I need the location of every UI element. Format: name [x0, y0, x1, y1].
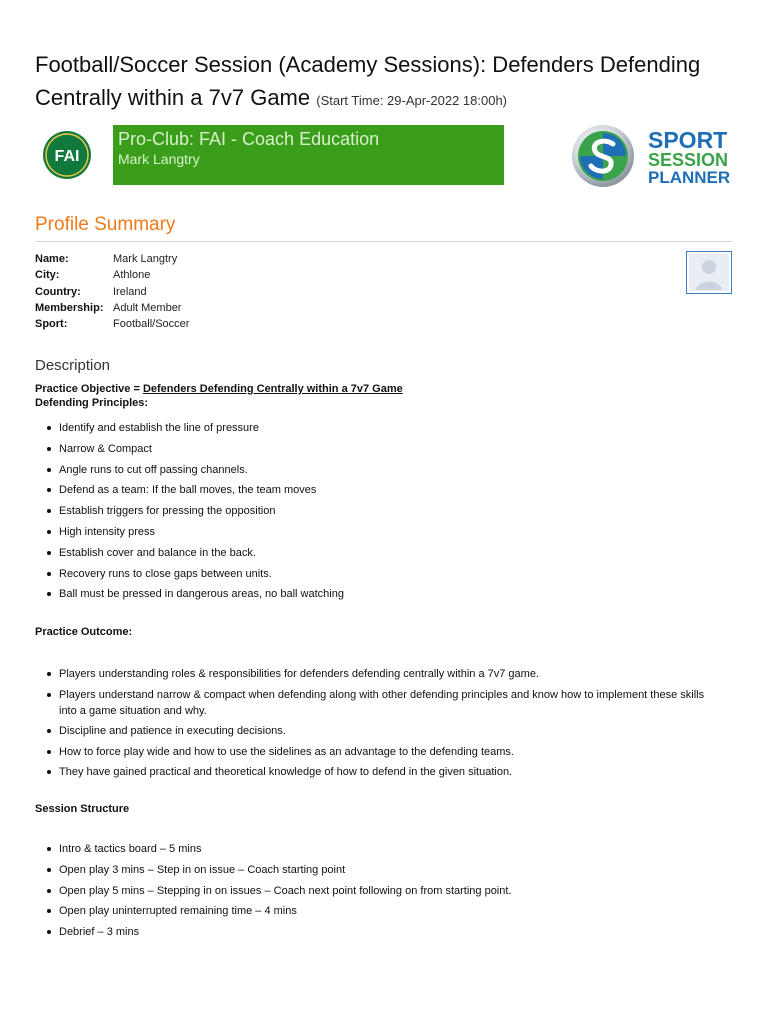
list-item: [35, 666, 715, 682]
list-item: [35, 524, 733, 540]
bullet-icon: [47, 930, 51, 934]
bullet-icon: [47, 672, 51, 676]
list-item-text: Intro & tactics board – 5 mins: [59, 843, 202, 855]
list-item-text: Open play 3 mins – Step in on issue – Coach starting point: [59, 863, 346, 876]
profile-label: City:: [35, 269, 60, 282]
profile-value: Mark Langtry: [113, 253, 178, 265]
list-item: [35, 841, 733, 857]
list-item: [35, 482, 733, 498]
profile-label: Sport:: [35, 318, 68, 331]
user-silhouette-icon: [687, 252, 731, 293]
bullet-icon: [47, 847, 51, 851]
list-item: [35, 566, 733, 582]
bullet-icon: [47, 868, 51, 872]
bullet-icon: [47, 468, 51, 472]
practice-outcome-list: [35, 666, 715, 780]
bullet-icon: [47, 729, 51, 733]
session-title: [35, 48, 733, 117]
profile-divider: [35, 241, 733, 242]
profile-row-country: [35, 284, 189, 300]
list-item-text: How to force play wide and how to use the sidelines as an advantage to the defending teams.: [59, 745, 514, 758]
list-item: [35, 764, 715, 780]
bullet-icon: [47, 488, 51, 492]
list-item: [35, 883, 733, 899]
list-item: [35, 687, 715, 719]
list-item: [35, 503, 733, 519]
club-name: Pro-Club: FAI - Coach Education: [118, 129, 380, 149]
club-header: [35, 124, 733, 188]
list-item: [35, 924, 733, 940]
club-coach-name: Mark Langtry: [118, 151, 200, 167]
bullet-icon: [47, 750, 51, 754]
list-item: [35, 903, 733, 919]
profile-value: Adult Member: [113, 301, 182, 314]
defending-principles-heading: Defending Principles:: [35, 397, 149, 409]
profile-row-name: [35, 251, 189, 267]
list-item: [35, 420, 733, 436]
bullet-icon: [47, 426, 51, 430]
practice-objective: [35, 382, 733, 396]
list-item-text: Narrow & Compact: [59, 442, 152, 455]
objective-label: Practice Objective: [35, 383, 131, 395]
list-item-text: Establish triggers for pressing the opposition: [59, 505, 276, 518]
list-item-text: Defend as a team: If the ball moves, the team moves: [59, 484, 317, 497]
profile-row-sport: [35, 316, 189, 332]
session-structure-list: [35, 841, 733, 940]
list-item: [35, 723, 715, 739]
bullet-icon: [47, 693, 51, 697]
bullet-icon: [47, 530, 51, 534]
bullet-icon: [47, 909, 51, 913]
list-item: [35, 462, 733, 478]
defending-principles-list: [35, 420, 733, 602]
list-item-text: Open play 5 mins – Stepping in on issues – Coach next point following on from starting point.: [59, 884, 512, 897]
bullet-icon: [47, 509, 51, 513]
bullet-icon: [47, 551, 51, 555]
start-time: (Start Time: 29-Apr-2022 18:00h): [316, 93, 508, 108]
profile-value: Ireland: [113, 285, 147, 298]
profile-table: [35, 251, 189, 332]
list-item-text: Establish cover and balance in the back.: [59, 546, 256, 559]
fai-logo-icon: [41, 129, 93, 181]
list-item-text: They have gained practical and theoretical knowledge of how to defend in the given situation.: [59, 766, 513, 778]
list-item-text: Discipline and patience in executing decisions.: [59, 725, 286, 737]
objective-equals: =: [130, 383, 143, 395]
profile-value: Athlone: [113, 269, 151, 282]
list-item-text: Recovery runs to close gaps between units.: [59, 567, 272, 580]
list-item-text: High intensity press: [59, 525, 155, 538]
description-body: [35, 382, 733, 939]
list-item: [35, 586, 733, 602]
list-item-text: Angle runs to cut off passing channels.: [59, 463, 248, 476]
ssp-logo-line-3: PLANNER: [648, 168, 731, 187]
list-item-text: Open play uninterrupted remaining time – 4 mins: [59, 905, 297, 918]
profile-label: Membership:: [35, 301, 104, 314]
bullet-icon: [47, 889, 51, 893]
practice-outcome-heading: Practice Outcome:: [35, 626, 133, 638]
bullet-icon: [47, 592, 51, 596]
sport-session-planner-logo-icon: [569, 124, 733, 188]
session-title-text: Football/Soccer Session (Academy Sessions): Defenders Defending Centrally within a 7v7 Game: [35, 52, 701, 110]
avatar: [686, 251, 732, 294]
profile-label: Country:: [35, 285, 81, 298]
bullet-icon: [47, 447, 51, 451]
session-structure-heading: Session Structure: [35, 803, 130, 815]
profile-row-membership: [35, 300, 189, 316]
bullet-icon: [47, 770, 51, 774]
fai-logo-text: FAI: [54, 148, 80, 165]
bullet-icon: [47, 572, 51, 576]
list-item-text: Identify and establish the line of pressure: [59, 422, 259, 434]
ssp-logo-line-2: SESSION: [648, 150, 729, 170]
list-item: [35, 441, 733, 457]
list-item: [35, 862, 733, 878]
list-item: [35, 545, 733, 561]
description-heading: Description: [35, 357, 111, 374]
ssp-logo-line-1: SPORT: [648, 127, 728, 153]
profile-summary-heading: Profile Summary: [35, 214, 176, 235]
list-item-text: Debrief – 3 mins: [59, 926, 140, 939]
list-item-text: Players understanding roles & responsibilities for defenders defending centrally within a 7v7 game.: [59, 668, 539, 680]
profile-value: Football/Soccer: [113, 318, 190, 331]
profile-row-city: [35, 267, 189, 283]
list-item-text: Ball must be pressed in dangerous areas, no ball watching: [59, 588, 344, 601]
list-item-text: Players understand narrow & compact when defending along with other defending principles and know how to implement these skills into a game situation and why.: [59, 688, 705, 717]
objective-value: Defenders Defending Centrally within a 7v7 Game: [142, 383, 403, 395]
list-item: [35, 744, 715, 760]
club-banner: [113, 125, 504, 185]
profile-label: Name:: [35, 253, 69, 265]
